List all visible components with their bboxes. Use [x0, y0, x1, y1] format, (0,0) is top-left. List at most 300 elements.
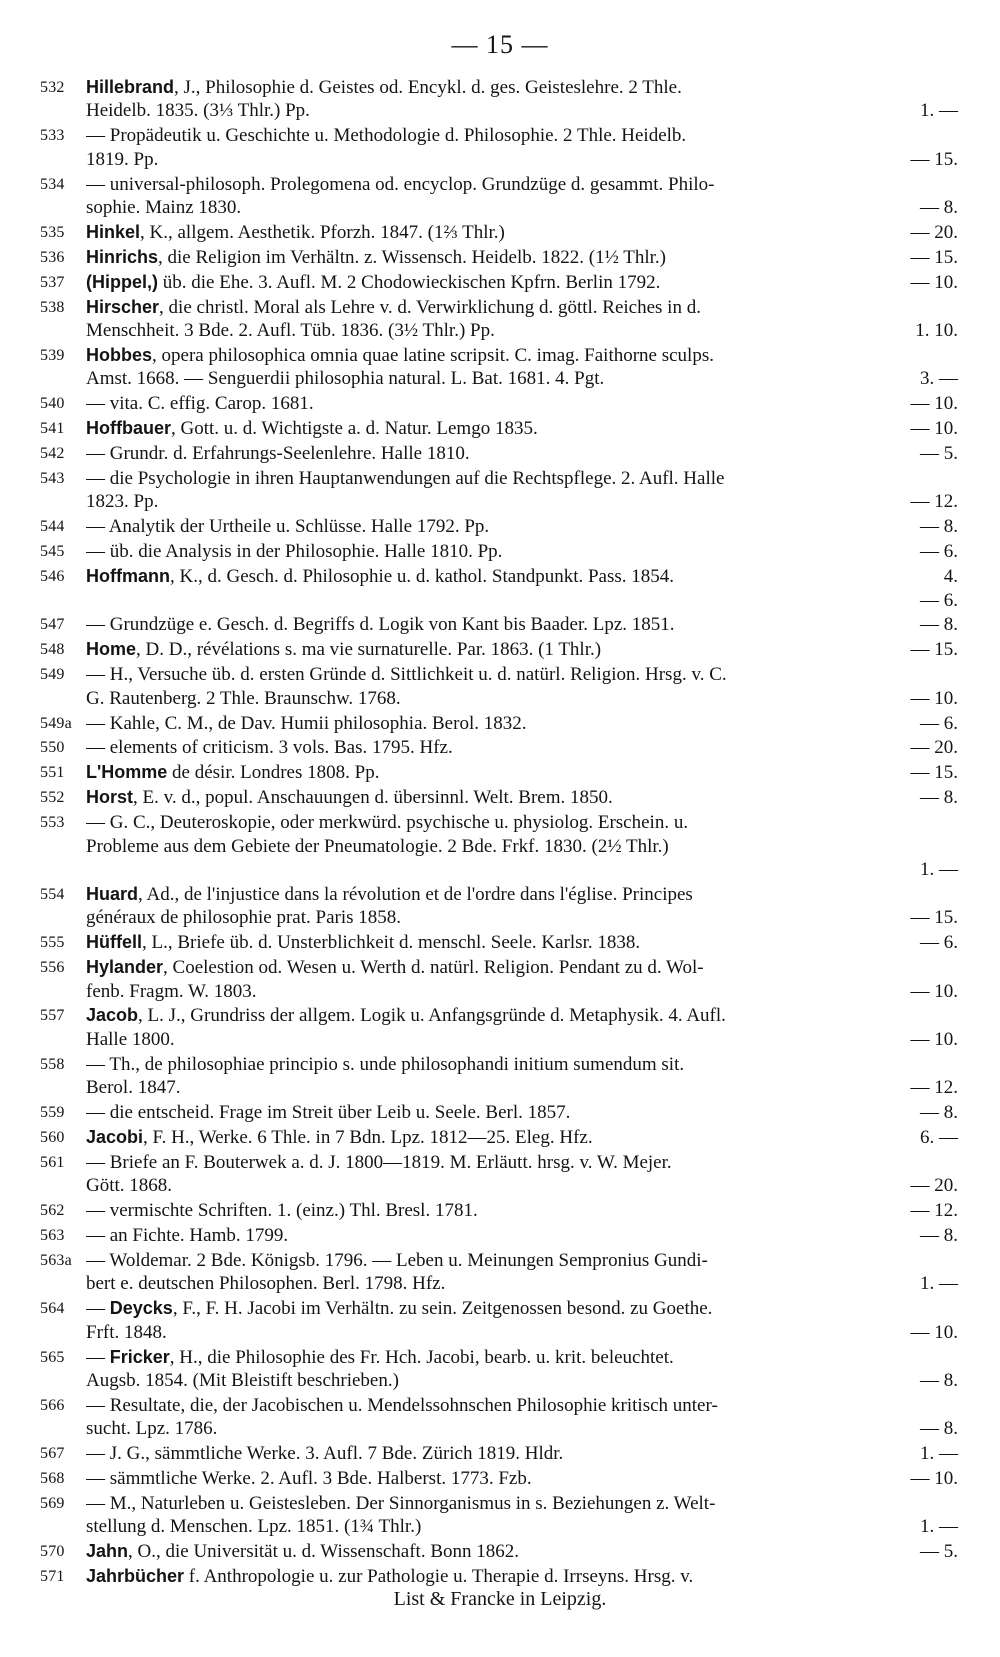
entry-line [86, 367, 958, 390]
catalog-entry [40, 1101, 958, 1124]
entry-number: 544 [40, 518, 65, 536]
entry-text [86, 980, 256, 1003]
entry-price: — 6. [920, 589, 958, 611]
entry-price: 1. 10. [915, 320, 958, 342]
entry-text [86, 467, 724, 490]
entry-line [86, 906, 958, 929]
entry-text [86, 344, 714, 367]
entry-number: 558 [40, 1055, 65, 1073]
entry-description: , F., F. H. Jacobi im Verhältn. zu sein. Zeitgenossen besond. zu Goethe. [172, 1298, 713, 1320]
catalog-entry [40, 883, 958, 930]
entry-number: 548 [40, 641, 65, 659]
entry-description: — Grundzüge e. Gesch. d. Begriffs d. Logik von Kant bis Baader. Lpz. 1851. [86, 614, 675, 636]
entry-text [86, 663, 727, 686]
catalog-entry [40, 712, 958, 735]
entry-description: , H., die Philosophie des Fr. Hch. Jacobi, bearb. u. krit. beleuchtet. [169, 1346, 674, 1368]
entry-price: — 10. [910, 393, 958, 415]
catalog-entry [40, 417, 958, 440]
entry-line [86, 490, 958, 513]
entry-text [86, 835, 669, 858]
entry-text [86, 786, 613, 809]
catalog-entry [40, 173, 958, 220]
author-name: Horst [86, 787, 134, 808]
author-name: (Hippel,) [86, 271, 158, 292]
entry-text [86, 442, 470, 465]
catalog-entry [40, 761, 958, 784]
entry-number: 537 [40, 273, 65, 291]
entry-text [86, 540, 502, 563]
entry-line [86, 1053, 958, 1076]
entry-number: 551 [40, 764, 65, 782]
entry-price: — 8. [920, 1225, 958, 1247]
entry-number: 562 [40, 1202, 65, 1220]
entry-number: 550 [40, 739, 65, 757]
entry-line [86, 196, 958, 219]
entry-number: 563 [40, 1227, 65, 1245]
entry-line [86, 589, 958, 612]
entry-text [86, 246, 666, 269]
entry-number: 545 [40, 543, 65, 561]
entry-description: généraux de philosophie prat. Paris 1858. [86, 907, 402, 929]
entry-number: 547 [40, 616, 65, 634]
entry-line [86, 1442, 958, 1465]
entry-price [882, 883, 958, 906]
catalog-entry [40, 392, 958, 415]
catalog-entry [40, 736, 958, 759]
entry-text [86, 1004, 726, 1027]
entry-price: — 12. [910, 1200, 958, 1222]
entry-text [86, 906, 401, 929]
entry-number: 571 [40, 1568, 65, 1586]
entry-description: , Ad., de l'injustice dans la révolution et de l'ordre dans l'église. Principes [138, 883, 693, 905]
entry-price [882, 124, 958, 147]
entry-price [882, 1297, 958, 1320]
catalog-entry [40, 76, 958, 123]
entry-price: 1. — [920, 1516, 958, 1538]
entry-price [882, 1151, 958, 1174]
entry-text [86, 196, 241, 219]
entry-line [86, 246, 958, 269]
catalog-entry [40, 1540, 958, 1563]
entry-description: — universal-philosoph. Prolegomena od. encyclop. Grundzüge d. gesammt. Philo- [86, 173, 715, 195]
entry-description: , Coelestion od. Wesen u. Werth d. natürl. Religion. Pendant zu d. Wol- [163, 957, 704, 979]
entry-number: 557 [40, 1007, 65, 1025]
entry-text [86, 1515, 421, 1538]
entry-line [86, 1369, 958, 1392]
entry-price [882, 1053, 958, 1076]
entry-description: sophie. Mainz 1830. [86, 197, 242, 219]
author-name: Hoffmann [86, 566, 170, 587]
entry-number: 542 [40, 445, 65, 463]
entry-price: — 8. [920, 1418, 958, 1440]
entry-text [86, 687, 401, 710]
author-name: Fricker [109, 1346, 170, 1367]
entry-description: stellung d. Menschen. Lpz. 1851. (1¾ Thlr.) [86, 1516, 422, 1538]
entry-line [86, 1076, 958, 1099]
entry-line [86, 883, 958, 906]
author-name: Hillebrand [86, 77, 175, 97]
catalog-entry [40, 786, 958, 809]
entry-number: 570 [40, 1543, 65, 1561]
entry-number: 555 [40, 934, 65, 952]
catalog-entry [40, 221, 958, 244]
catalog-entry [40, 565, 958, 612]
entry-line [86, 1249, 958, 1272]
entry-description: — [86, 1346, 110, 1368]
catalog-entry [40, 271, 958, 294]
entry-line [86, 319, 958, 342]
entry-price: — 15. [910, 246, 958, 268]
catalog-entry [40, 1565, 958, 1588]
catalog-entry [40, 1126, 958, 1149]
entry-description: , E. v. d., popul. Anschauungen d. übersinnl. Welt. Brem. 1850. [133, 787, 613, 809]
page-number: — 15 — [451, 30, 549, 59]
entry-text [86, 761, 379, 784]
entry-line [86, 1492, 958, 1515]
entry-line [86, 663, 958, 686]
entry-line [86, 956, 958, 979]
entry-line [86, 811, 958, 834]
entry-price: 1. — [920, 859, 958, 880]
catalog-entry [40, 124, 958, 171]
entry-description: bert e. deutschen Philosophen. Berl. 1798. Hfz. [86, 1273, 446, 1295]
author-name: Huard [86, 883, 139, 904]
entry-description: üb. die Ehe. 3. Aufl. M. 2 Chodowieckischen Kpfrn. Berlin 1792. [158, 271, 661, 293]
author-name: Hobbes [86, 344, 153, 365]
author-name: Hinkel [86, 221, 141, 242]
catalog-entry [40, 811, 958, 881]
entry-description: , F. H., Werke. 6 Thle. in 7 Bdn. Lpz. 1812—25. Eleg. Hfz. [143, 1126, 593, 1148]
entry-line [86, 442, 958, 465]
entry-price [882, 296, 958, 319]
entry-price: 1. — [920, 1443, 958, 1465]
entry-line [86, 1565, 958, 1588]
entry-number: 535 [40, 223, 65, 241]
entry-number: 549 [40, 666, 65, 684]
entry-description: G. Rautenberg. 2 Thle. Braunschw. 1768. [86, 687, 401, 709]
entry-price [882, 1492, 958, 1515]
entry-description: Berol. 1847. [86, 1077, 181, 1099]
entry-description: Amst. 1668. — Senguerdii philosophia natural. L. Bat. 1681. 4. Pgt. [86, 368, 605, 390]
entry-text [86, 883, 693, 906]
entry-number: 561 [40, 1153, 65, 1171]
entry-price: 1. — [920, 100, 958, 122]
author-name: Home [86, 639, 137, 660]
entry-price: — 8. [920, 1102, 958, 1124]
catalog-entry [40, 1053, 958, 1100]
entry-text [86, 1467, 532, 1490]
entry-description: — [86, 1298, 110, 1320]
entry-text [86, 811, 688, 834]
entry-description: — üb. die Analysis in der Philosophie. Halle 1810. Pp. [86, 541, 503, 563]
entry-text [86, 319, 495, 342]
entry-text [86, 124, 686, 147]
entry-line [86, 1004, 958, 1027]
entry-price [882, 835, 958, 858]
entry-text [86, 367, 604, 390]
catalog-entry [40, 1297, 958, 1344]
author-name: Deycks [109, 1298, 173, 1319]
entry-price: — 15. [910, 907, 958, 929]
entry-line [86, 76, 958, 99]
author-name: Hüffell [86, 932, 142, 953]
entry-description: , opera philosophica omnia quae latine scripsit. C. imag. Faithorne sculps. [152, 344, 714, 366]
entry-number: 565 [40, 1348, 65, 1366]
entry-text [86, 1297, 712, 1320]
entry-description: de désir. Londres 1808. Pp. [167, 762, 380, 784]
entry-text [86, 1369, 399, 1392]
entry-description: , O., die Universität u. d. Wissenschaft. Bonn 1862. [128, 1541, 519, 1563]
catalog-entry [40, 1249, 958, 1296]
entry-line [86, 1321, 958, 1344]
entry-number: 556 [40, 959, 65, 977]
entry-description: , J., Philosophie d. Geistes od. Encykl. d. ges. Geisteslehre. 2 Thle. [174, 77, 682, 98]
entry-text [86, 392, 314, 415]
entry-description: — Th., de philosophiae principio s. unde philosophandi initium sumendum sit. [86, 1053, 685, 1075]
entry-line [86, 1540, 958, 1563]
entry-description: — Propädeutik u. Geschichte u. Methodologie d. Philosophie. 2 Thle. Heidelb. [86, 125, 687, 147]
entry-line [86, 417, 958, 440]
entry-text [86, 1053, 684, 1076]
author-name: L'Homme [86, 762, 168, 783]
entry-line [86, 736, 958, 759]
entry-price [882, 344, 958, 367]
catalog-entry [40, 246, 958, 269]
entry-text [86, 515, 489, 538]
entry-number: 540 [40, 395, 65, 413]
entry-price: 6. — [920, 1126, 958, 1148]
author-name: Jacobi [86, 1126, 144, 1147]
entry-description: sucht. Lpz. 1786. [86, 1418, 218, 1440]
entry-text [86, 931, 640, 954]
catalog-entry [40, 638, 958, 661]
entry-text [86, 1346, 674, 1369]
catalog-entry [40, 663, 958, 710]
catalog-entry [40, 1467, 958, 1490]
entry-line [86, 565, 958, 588]
entry-price [882, 663, 958, 686]
entry-text [86, 565, 674, 588]
entry-text [86, 296, 701, 319]
catalog-entry [40, 613, 958, 636]
entry-number: 533 [40, 127, 65, 145]
catalog-list [40, 76, 958, 1590]
entry-line [86, 1126, 958, 1149]
entry-line [86, 712, 958, 735]
entry-line [86, 344, 958, 367]
entry-description: , die Religion im Verhältn. z. Wissensch. Heidelb. 1822. (1½ Thlr.) [158, 246, 666, 268]
entry-line [86, 148, 958, 171]
entry-line [86, 173, 958, 196]
entry-text [86, 1249, 708, 1272]
entry-line [86, 1297, 958, 1320]
entry-price: — 15. [910, 148, 958, 170]
entry-price [882, 76, 958, 99]
entry-price: — 20. [910, 221, 958, 243]
entry-description: — Kahle, C. M., de Dav. Humii philosophia. Berol. 1832. [86, 712, 527, 734]
author-name: Hylander [86, 957, 164, 978]
entry-number: 564 [40, 1300, 65, 1318]
entry-text [86, 1076, 180, 1099]
entry-price [882, 173, 958, 196]
entry-price [882, 1249, 958, 1272]
entry-number: 546 [40, 568, 65, 586]
catalog-entry [40, 540, 958, 563]
entry-description: — vita. C. effig. Carop. 1681. [86, 393, 314, 415]
entry-text [86, 1224, 288, 1247]
entry-price [882, 811, 958, 834]
entry-description: — die Psychologie in ihren Hauptanwendungen auf die Rechtspflege. 2. Aufl. Halle [86, 468, 725, 489]
catalog-entry [40, 442, 958, 465]
entry-number: 536 [40, 248, 65, 266]
entry-line [86, 467, 958, 490]
entry-number: 552 [40, 789, 65, 807]
entry-text [86, 1101, 570, 1124]
entry-price: — 5. [920, 443, 958, 465]
entry-text [86, 1565, 693, 1588]
entry-number: 538 [40, 298, 65, 316]
entry-text [86, 1417, 217, 1440]
entry-number: 560 [40, 1128, 65, 1146]
entry-price: — 8. [920, 516, 958, 538]
entry-description: , L., Briefe üb. d. Unsterblichkeit d. menschl. Seele. Karlsr. 1838. [142, 932, 641, 954]
entry-description: — G. C., Deuteroskopie, oder merkwürd. psychische u. physiolog. Erschein. u. [86, 812, 689, 834]
entry-line [86, 1417, 958, 1440]
entry-description: — vermischte Schriften. 1. (einz.) Thl. Bresl. 1781. [86, 1200, 478, 1222]
entry-price: — 8. [920, 1370, 958, 1392]
entry-description: — J. G., sämmtliche Werke. 3. Aufl. 7 Bde. Zürich 1819. Hldr. [86, 1443, 564, 1465]
entry-price: — 15. [910, 762, 958, 784]
entry-price: — 8. [920, 614, 958, 636]
author-name: Hoffbauer [86, 418, 171, 439]
author-name: Jahn [86, 1541, 129, 1562]
entry-description: — elements of criticism. 3 vols. Bas. 1795. Hfz. [86, 737, 453, 759]
entry-text [86, 490, 158, 513]
entry-text [86, 1492, 715, 1515]
entry-line [86, 1199, 958, 1222]
entry-line [86, 1151, 958, 1174]
entry-line [86, 613, 958, 636]
catalog-entry [40, 467, 958, 514]
entry-description: — die entscheid. Frage im Streit über Leib u. Seele. Berl. 1857. [86, 1102, 571, 1124]
catalog-entry [40, 1224, 958, 1247]
entry-line [86, 99, 958, 122]
entry-price: 4. [943, 566, 958, 588]
entry-description: , Gott. u. d. Wichtigste a. d. Natur. Lemgo 1835. [171, 418, 538, 440]
entry-price: — 10. [910, 1468, 958, 1490]
entry-price [882, 1346, 958, 1369]
entry-line [86, 980, 958, 1003]
entry-description: — an Fichte. Hamb. 1799. [86, 1225, 289, 1247]
entry-price: — 20. [910, 737, 958, 759]
entry-text [86, 1174, 172, 1197]
entry-price: — 15. [910, 639, 958, 661]
entry-price: 3. — [920, 368, 958, 390]
entry-line [86, 1346, 958, 1369]
entry-description: Gött. 1868. [86, 1175, 173, 1197]
entry-text [86, 1028, 175, 1051]
entry-description: , die christl. Moral als Lehre v. d. Verwirklichung d. göttl. Reiches in d. [159, 296, 701, 318]
entry-number: 532 [40, 79, 65, 96]
entry-description: — M., Naturleben u. Geistesleben. Der Sinnorganismus in s. Beziehungen z. Welt- [86, 1493, 716, 1515]
entry-description: Augsb. 1854. (Mit Bleistift beschrieben.) [86, 1370, 399, 1392]
author-name: Hirscher [86, 296, 160, 317]
entry-text [86, 1126, 593, 1149]
entry-description: — Woldemar. 2 Bde. Königsb. 1796. — Leben u. Meinungen Sempronius Gundi- [86, 1250, 708, 1271]
entry-description: , K., allgem. Aesthetik. Pforzh. 1847. (1⅔ Thlr.) [140, 221, 505, 243]
catalog-entry [40, 1394, 958, 1441]
entry-price: — 10. [910, 1028, 958, 1050]
entry-text [86, 1321, 167, 1344]
entry-number: 553 [40, 814, 65, 832]
entry-line [86, 761, 958, 784]
catalog-entry [40, 1346, 958, 1393]
entry-price: — 6. [920, 932, 958, 954]
entry-line [86, 1515, 958, 1538]
entry-price: — 10. [910, 418, 958, 440]
entry-price [882, 1004, 958, 1027]
entry-number: 549a [40, 714, 72, 732]
entry-line [86, 540, 958, 563]
entry-number: 541 [40, 420, 65, 438]
entry-text [86, 76, 682, 99]
entry-line [86, 1101, 958, 1124]
entry-number: 554 [40, 885, 65, 903]
catalog-entry [40, 344, 958, 391]
entry-description: — H., Versuche üb. d. ersten Gründe d. Sittlichkeit u. d. natürl. Religion. Hrsg. v. C. [86, 664, 727, 686]
entry-number: 563a [40, 1252, 72, 1269]
entry-line [86, 124, 958, 147]
entry-text [86, 271, 660, 294]
entry-price: — 8. [920, 787, 958, 809]
entry-line [86, 858, 958, 881]
entry-description: , K., d. Gesch. d. Philosophie u. d. kathol. Standpunkt. Pass. 1854. [170, 566, 675, 588]
entry-text [86, 956, 704, 979]
page-footer: List & Francke in Leipzig. [393, 1588, 607, 1610]
entry-text [86, 1540, 519, 1563]
entry-number: 543 [40, 470, 65, 487]
entry-line [86, 296, 958, 319]
author-name: Hinrichs [86, 246, 159, 267]
entry-price: — 12. [910, 1077, 958, 1099]
catalog-entry [40, 931, 958, 954]
entry-description: , L. J., Grundriss der allgem. Logik u. Anfangsgründe d. Metaphysik. 4. Aufl. [138, 1005, 726, 1027]
entry-description: — sämmtliche Werke. 2. Aufl. 3 Bde. Halberst. 1773. Fzb. [86, 1468, 532, 1490]
entry-price: — 12. [910, 491, 958, 513]
author-name: Jahrbücher [86, 1566, 185, 1587]
entry-description: — Grundr. d. Erfahrungs-Seelenlehre. Halle 1810. [86, 443, 470, 465]
entry-text [86, 1199, 478, 1222]
entry-line [86, 1224, 958, 1247]
entry-number: 568 [40, 1470, 65, 1488]
entry-text [86, 1394, 718, 1417]
entry-text [86, 736, 453, 759]
entry-text [86, 613, 675, 636]
entry-text [86, 99, 310, 122]
entry-text [86, 712, 526, 735]
entry-number: 534 [40, 175, 65, 193]
entry-description: Halle 1800. [86, 1028, 175, 1050]
catalog-entry [40, 296, 958, 343]
entry-line [86, 1174, 958, 1197]
entry-number: 566 [40, 1396, 65, 1414]
entry-price: — 20. [910, 1175, 958, 1197]
entry-line [86, 271, 958, 294]
entry-price: — 10. [910, 271, 958, 293]
entry-line [86, 687, 958, 710]
entry-description: — Resultate, die, der Jacobischen u. Mendelssohnschen Philosophie kritisch unter- [86, 1394, 718, 1416]
entry-text [86, 1442, 563, 1465]
